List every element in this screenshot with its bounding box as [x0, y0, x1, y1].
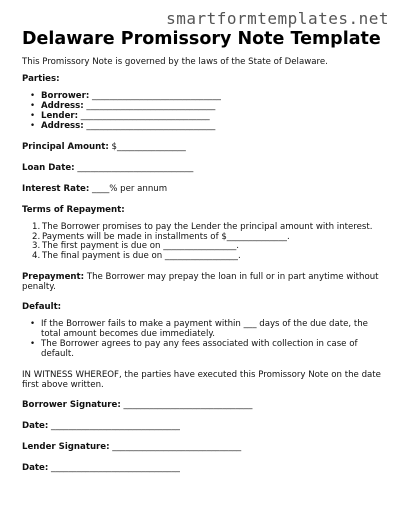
lender-date-line — [22, 463, 384, 474]
repayment-heading: Terms of Repayment: — [22, 204, 125, 215]
party-label: Address: — [41, 120, 84, 131]
bullet-icon: • — [30, 91, 36, 101]
loan-date-label: Loan Date: — [22, 162, 75, 173]
parties-heading: Parties: — [22, 74, 60, 84]
repayment-item — [32, 252, 384, 262]
repayment-number: 1. — [32, 221, 41, 232]
party-field[interactable]: ______________________________ — [83, 100, 216, 111]
default-text[interactable]: If the Borrower fails to make a payment within ___ days of the due date, the total amount becomes due immediately. — [41, 319, 368, 340]
lender-date-field[interactable]: ______________________________ — [48, 462, 180, 473]
witness-paragraph: IN WITNESS WHEREOF, the parties have executed this Promissory Note on the date first above written. — [22, 369, 381, 390]
repayment-number: 3. — [32, 241, 41, 252]
interest-rate-line — [22, 184, 384, 195]
borrower-signature-field[interactable]: ______________________________ — [120, 399, 253, 410]
bullet-icon: • — [30, 120, 36, 131]
repayment-number: 2. — [32, 231, 41, 242]
repayment-text[interactable]: The first payment is due on _________________. — [42, 241, 239, 252]
bullet-icon: • — [30, 110, 36, 121]
principal-amount-label: Principal Amount: — [22, 141, 109, 152]
default-text: The Borrower agrees to pay any fees associated with collection in case of default. — [41, 339, 358, 359]
date-label: Date: — [22, 420, 49, 431]
repayment-text[interactable]: The final payment is due on _________________. — [42, 251, 241, 262]
party-field[interactable]: ______________________________ — [89, 91, 221, 101]
party-label: Lender: — [41, 110, 79, 121]
default-item — [30, 320, 384, 340]
site-watermark: smartformtemplates.net — [166, 9, 389, 28]
party-label: Borrower: — [41, 91, 90, 101]
lender-signature-field[interactable]: ______________________________ — [109, 441, 242, 452]
principal-amount-field[interactable]: $________________ — [108, 141, 186, 152]
prepayment-paragraph — [22, 272, 384, 292]
date-label: Date: — [22, 462, 49, 473]
signature-label: Borrower Signature: — [22, 399, 121, 410]
party-field[interactable]: ______________________________ — [78, 110, 210, 121]
default-list — [22, 320, 384, 360]
bullet-icon: • — [30, 339, 36, 350]
repayment-text[interactable]: Payments will be made in installments of $______________. — [42, 231, 290, 242]
borrower-signature-line — [22, 400, 384, 411]
document-page — [22, 28, 384, 474]
intro-text: This Promissory Note is governed by the laws of the State of Delaware. — [22, 57, 328, 67]
loan-date-line — [22, 163, 384, 174]
interest-rate-field[interactable]: ____% per annum — [89, 183, 168, 194]
parties-list — [22, 92, 384, 132]
borrower-date-line — [22, 421, 384, 432]
default-heading: Default: — [22, 302, 62, 313]
borrower-date-field[interactable]: ______________________________ — [48, 420, 180, 431]
loan-date-field[interactable]: ___________________________ — [74, 162, 194, 173]
lender-signature-line — [22, 442, 384, 453]
repayment-list — [22, 223, 384, 263]
party-label: Address: — [41, 100, 84, 111]
bullet-icon: • — [30, 319, 36, 330]
prepayment-text: The Borrower may prepay the loan in full or in part anytime without penalty. — [22, 272, 379, 293]
repayment-number: 4. — [32, 251, 41, 262]
document-title: Delaware Promissory Note Template — [22, 29, 381, 49]
default-item — [30, 340, 384, 360]
party-lender-address — [30, 122, 384, 132]
signature-label: Lender Signature: — [22, 441, 110, 452]
repayment-text: The Borrower promises to pay the Lender the principal amount with interest. — [42, 221, 373, 232]
interest-rate-label: Interest Rate: — [22, 183, 90, 194]
party-field[interactable]: ______________________________ — [83, 120, 216, 131]
prepayment-label: Prepayment: — [22, 272, 85, 283]
principal-amount-line — [22, 142, 384, 153]
bullet-icon: • — [30, 100, 36, 111]
